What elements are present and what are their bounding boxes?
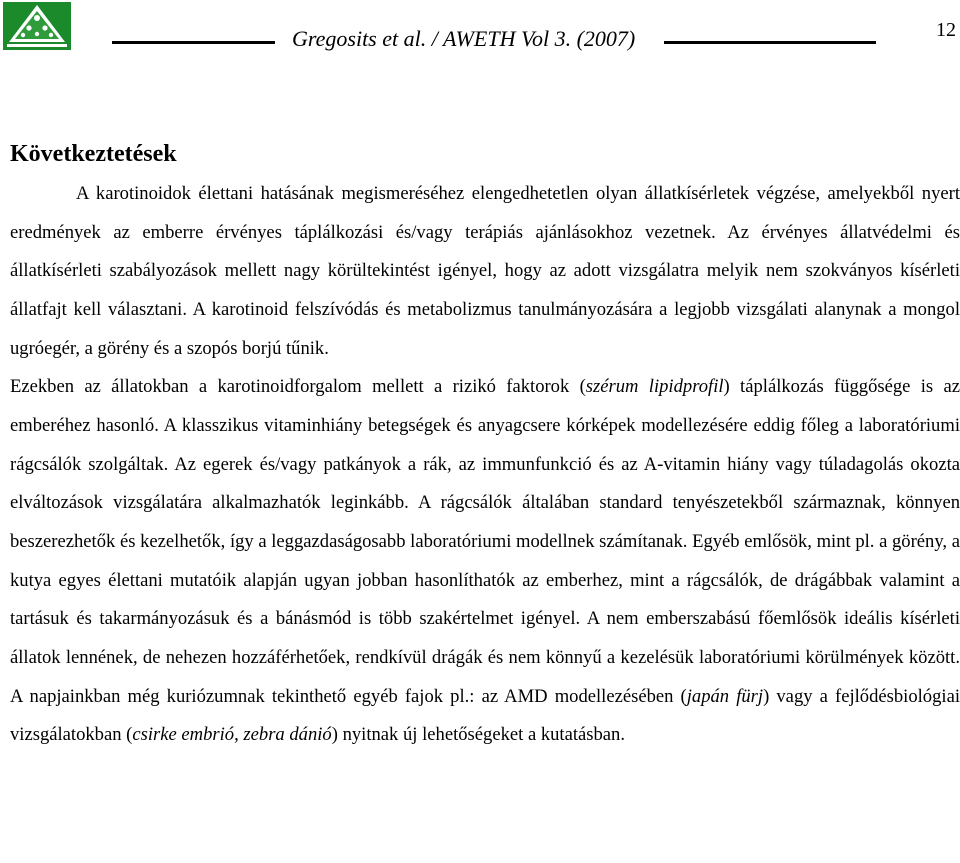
paragraph-2-text-3: ) vagy a fejlődésbiológiai vizsgálatokban ( — [10, 685, 960, 746]
paragraph-2 — [10, 368, 960, 755]
header-rule-left — [112, 41, 275, 44]
journal-citation: Gregosits et al. / AWETH Vol 3. (2007) — [292, 26, 636, 51]
paragraph-2-text-2: ) táplálkozás függősége is az emberéhez hasonló. A klasszikus vitaminhiány betegségek és anyagcsere kórképek modellezésére eddig főleg a laboratóriumi rágcsálók szolgáltak. Az egerek és/vagy patkányok a rák, az immunfunkció és az A-vitamin hiány vagy túladagolás okozta elváltozások vizsgálatára alkalmazhatók leginkább. A rágcsálók általában standard tenyészetekből származnak, könnyen beszerezhetők és kezelhetők, így a leggazdaságosabb laboratóriumi modellnek számítanak. Egyéb emlősök, mint pl. a görény, a kutya egyes élettani mutatóik alapján ugyan jobban hasonlíthatók az emberhez, mint a rágcsálók, de drágábbak valamint a tartásuk és takarmányozásuk és a bánásmód is több szakértelmet igényel. A nem emberszabású főemlősök ideális kísérleti állatok lennének, de nehezen hozzáférhetőek, rendkívül drágák és nem könnyű a kezelésük laboratóriumi körülmények között. A napjainkban még kuriózumnak tekinthető egyéb fajok pl.: az AMD modellezésében ( — [10, 376, 960, 707]
section-body — [10, 175, 960, 755]
paragraph-2-text-5: ) nyitnak új lehetőségeket a kutatásban. — [331, 724, 626, 746]
header-rule-right — [664, 41, 876, 44]
term-zebrafish: zebra dánió — [243, 724, 332, 746]
term-chicken-embryo: csirke embrió — [132, 724, 235, 746]
journal-logo — [3, 2, 71, 50]
term-japanese-quail: japán fürj — [686, 685, 764, 707]
awet-pyramid-logo-icon — [3, 2, 71, 50]
section-heading: Következtetések — [10, 141, 177, 167]
paragraph-2-text-1: Ezekben az állatokban a karotinoidforgalom mellett a rizikó faktorok ( — [10, 376, 586, 398]
page-number: 12 — [936, 19, 956, 41]
paragraph-2-text-4: , — [234, 724, 244, 746]
paragraph-1: A karotinoidok élettani hatásának megismeréséhez elengedhetetlen olyan állatkísérletek végzése, amelyekből nyert eredmények az emberre érvényes táplálkozási és/vagy terápiás ajánlásokhoz vezetnek. Az érvényes állatvédelmi és állatkísérleti szabályozások mellett nagy körültekintést igényel, hogy az adott vizsgálatra melyik nem szokványos kísérleti állatfajt kell választani. A karotinoid felszívódás és metabolizmus tanulmányozására a legjobb vizsgálati alanynak a mongol ugróegér, a görény és a szopós borjú tűnik. — [10, 183, 960, 359]
term-serum-lipid-profile: szérum lipidprofil — [585, 376, 724, 398]
